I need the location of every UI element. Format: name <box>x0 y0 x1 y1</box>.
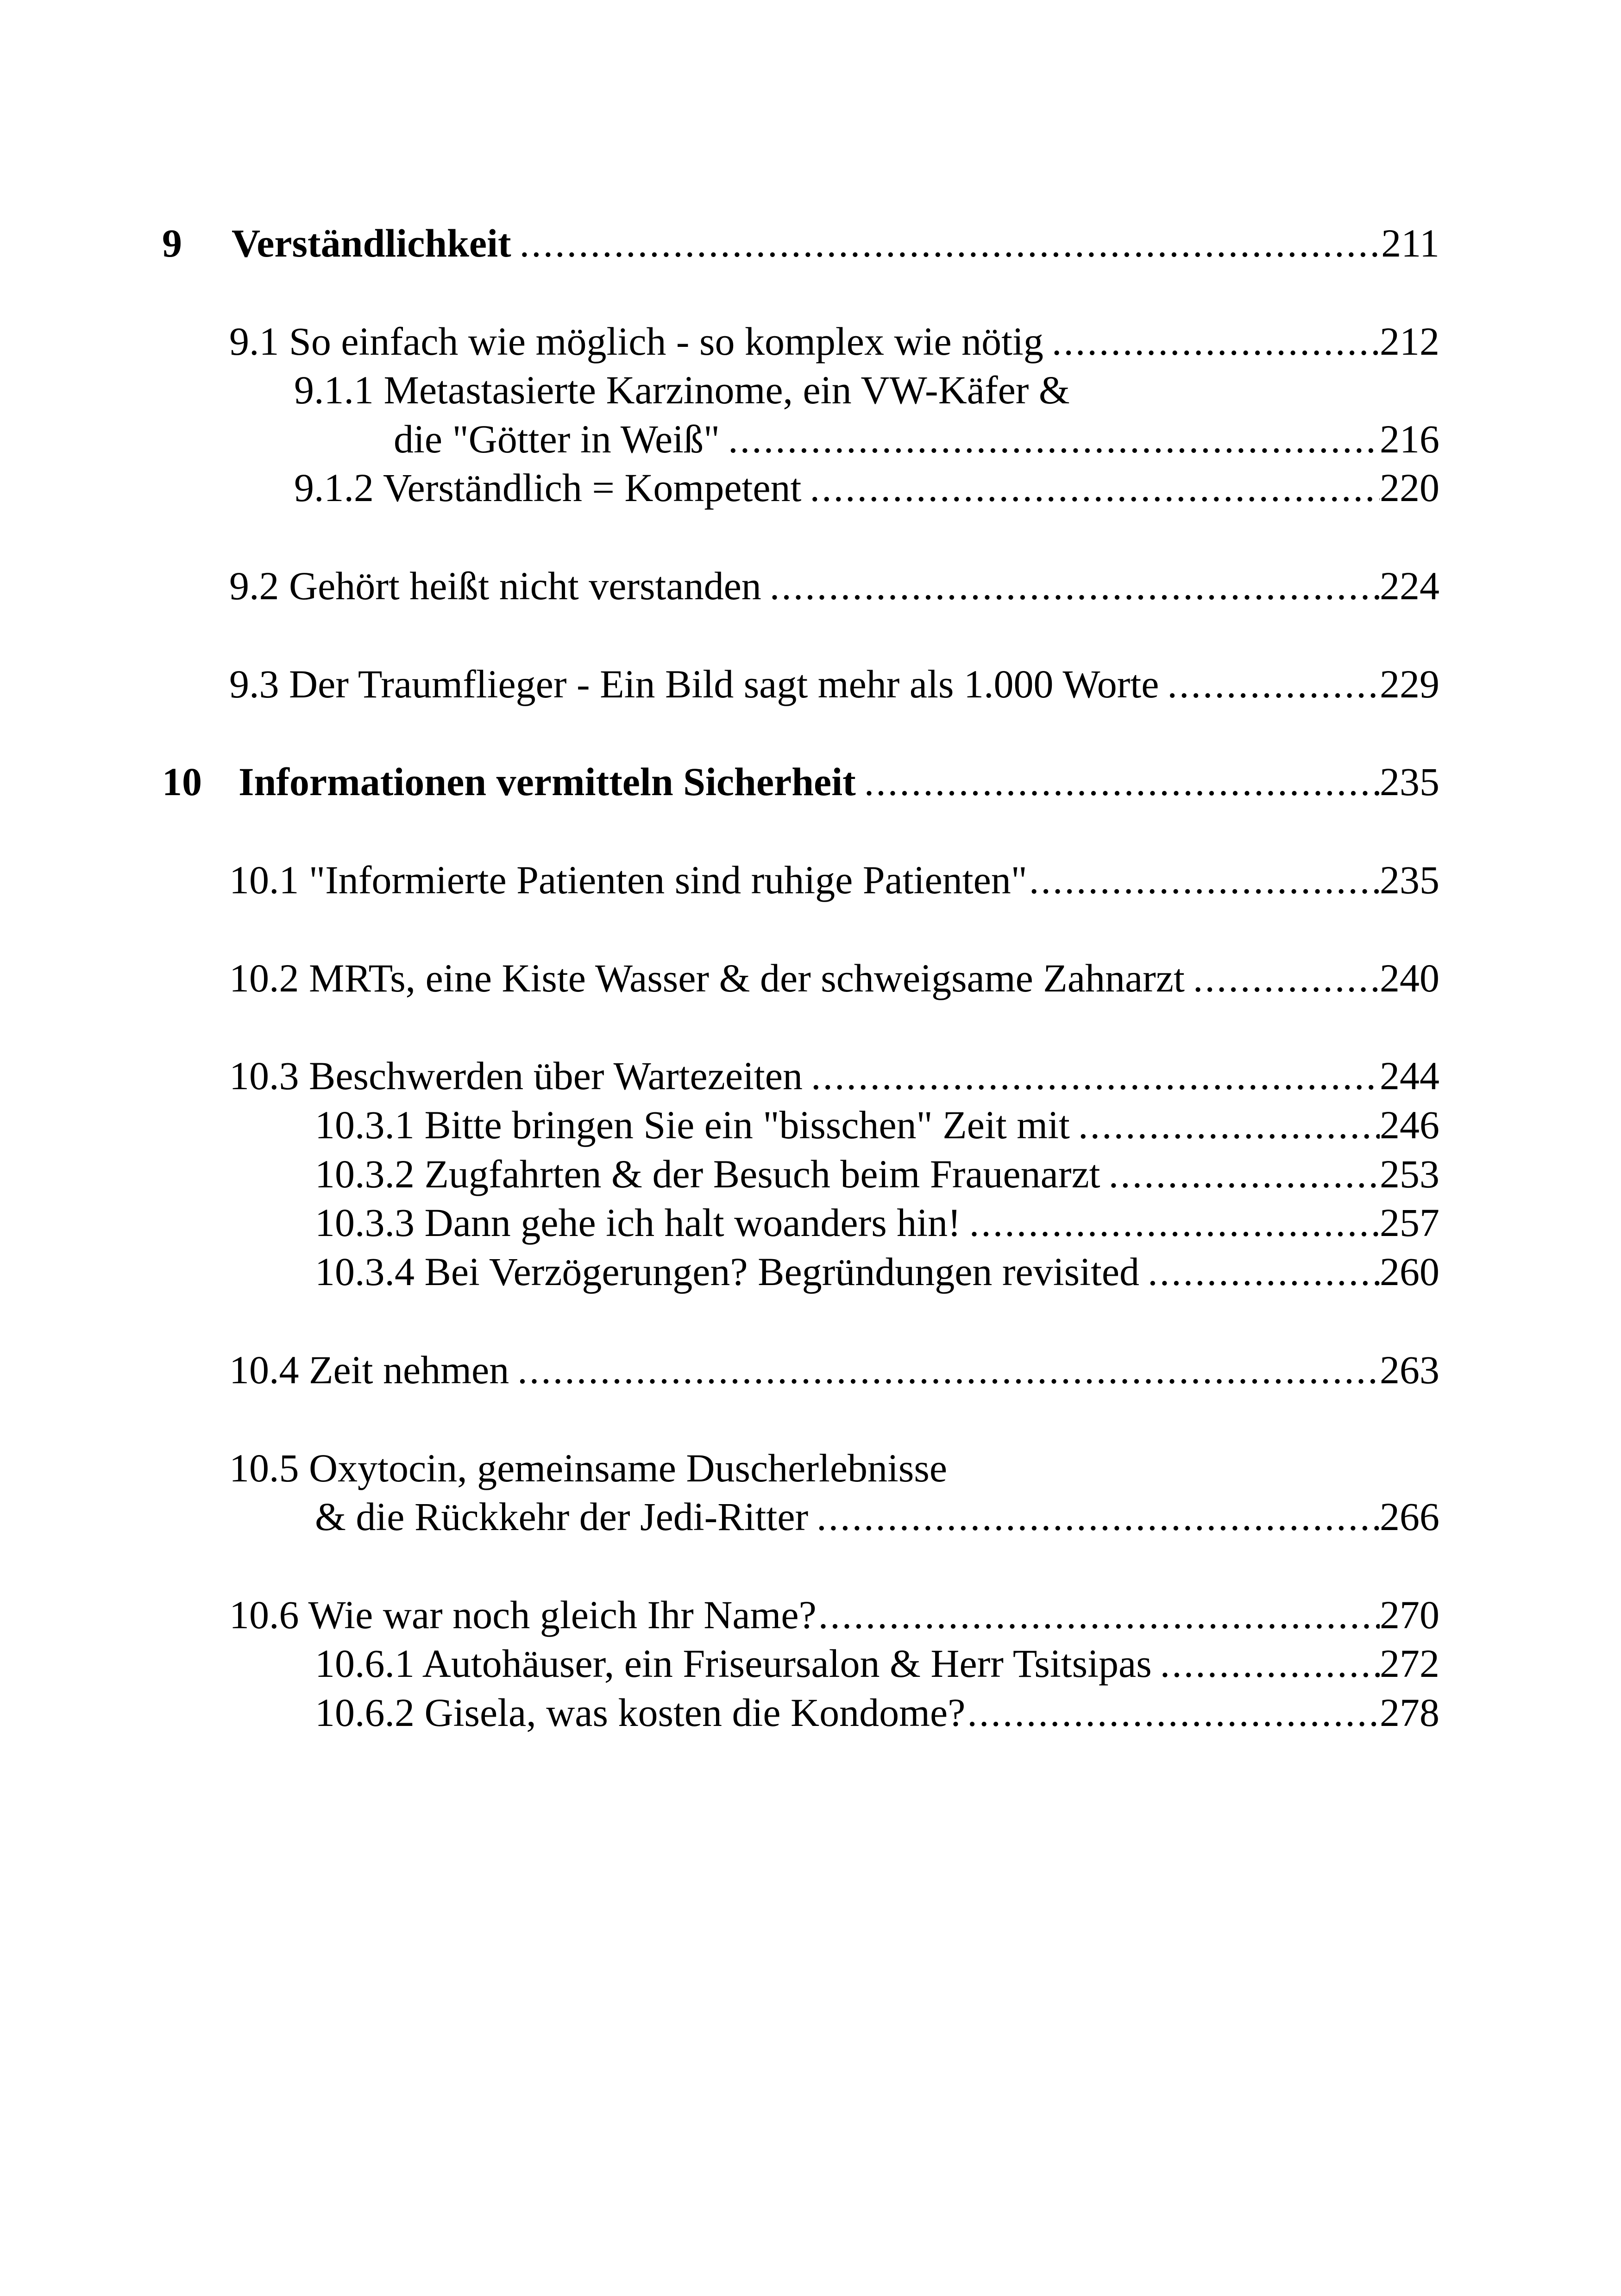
toc-entry-10-1[interactable] <box>229 854 1439 905</box>
page-number: 263 <box>1380 1348 1439 1392</box>
dot-leader <box>728 414 1380 464</box>
page-number: 278 <box>1380 1690 1439 1735</box>
toc-chapter-10[interactable] <box>162 756 1439 807</box>
page-number: 229 <box>1380 662 1439 706</box>
toc-entry-10-6-1[interactable] <box>315 1638 1439 1689</box>
toc-entry-10-3-3[interactable] <box>315 1197 1439 1248</box>
toc-entry-9-1-1[interactable] <box>394 414 1439 464</box>
page-number: 220 <box>1380 465 1439 510</box>
dot-leader <box>967 1687 1380 1738</box>
entry-title: 10.6.1 Autohäuser, ein Friseursalon & Herr Tsitsipas <box>315 1641 1152 1686</box>
toc-entry-10-3[interactable] <box>229 1050 1439 1101</box>
toc-entry-10-6[interactable] <box>229 1589 1439 1640</box>
dot-leader <box>1029 854 1380 905</box>
dot-leader <box>817 1491 1380 1542</box>
toc-entry-10-3-1[interactable] <box>315 1099 1439 1150</box>
chapter-title: Informationen vermitteln Sicherheit <box>239 759 856 804</box>
dot-leader <box>864 756 1380 807</box>
toc-entry-10-5-line1[interactable] <box>229 1443 947 1493</box>
toc-entry-9-2[interactable] <box>229 560 1439 611</box>
entry-title: 9.3 Der Traumflieger - Ein Bild sagt mehr als 1.000 Worte <box>229 662 1159 706</box>
entry-title: 10.3.1 Bitte bringen Sie ein "bisschen" Zeit mit <box>315 1103 1070 1147</box>
dot-leader <box>1052 316 1380 367</box>
dot-leader <box>1148 1246 1380 1297</box>
entry-title: 10.3.4 Bei Verzögerungen? Begründungen revisited <box>315 1249 1140 1294</box>
entry-title: 10.6.2 Gisela, was kosten die Kondome? <box>315 1690 966 1735</box>
entry-title: 10.6 Wie war noch gleich Ihr Name? <box>229 1593 817 1637</box>
dot-leader <box>770 560 1380 611</box>
page-number: 216 <box>1380 417 1439 461</box>
toc-entry-10-6-2[interactable] <box>315 1687 1439 1738</box>
page-number: 212 <box>1380 319 1439 364</box>
chapter-title: Verständlichkeit <box>232 221 511 265</box>
entry-title: 10.1 "Informierte Patienten sind ruhige Patienten" <box>229 858 1027 902</box>
page-number: 240 <box>1380 956 1439 1000</box>
entry-title: 10.3.3 Dann gehe ich halt woanders hin! <box>315 1200 961 1245</box>
chapter-number: 9 <box>162 221 182 265</box>
page-number: 235 <box>1380 759 1439 804</box>
entry-title: 10.3 Beschwerden über Wartezeiten <box>229 1054 803 1098</box>
toc-entry-10-3-4[interactable] <box>315 1246 1439 1297</box>
toc-entry-10-3-2[interactable] <box>315 1148 1439 1199</box>
entry-title: & die Rückkehr der Jedi-Ritter <box>315 1494 809 1539</box>
entry-title: 10.2 MRTs, eine Kiste Wasser & der schweigsame Zahnarzt <box>229 956 1185 1000</box>
entry-title: 9.1.2 Verständlich = Kompetent <box>294 465 802 510</box>
chapter-number: 10 <box>162 759 202 804</box>
dot-leader <box>520 218 1382 269</box>
page-number: 266 <box>1380 1494 1439 1539</box>
entry-title: 9.1 So einfach wie möglich - so komplex wie nötig <box>229 319 1043 364</box>
dot-leader <box>818 1589 1380 1640</box>
entry-title: die "Götter in Weiß" <box>394 417 720 461</box>
toc-chapter-9[interactable] <box>162 218 1439 269</box>
page-number: 246 <box>1380 1103 1439 1147</box>
dot-leader <box>969 1197 1380 1248</box>
dot-leader <box>1193 953 1380 1004</box>
toc-entry-10-2[interactable] <box>229 953 1439 1004</box>
entry-title: 10.4 Zeit nehmen <box>229 1348 509 1392</box>
page-number: 244 <box>1380 1054 1439 1098</box>
dot-leader <box>517 1344 1380 1395</box>
dot-leader <box>1078 1099 1380 1150</box>
entry-title: 10.3.2 Zugfahrten & der Besuch beim Frauenarzt <box>315 1152 1100 1196</box>
dot-leader <box>1109 1148 1380 1199</box>
page-number: 270 <box>1380 1593 1439 1637</box>
dot-leader <box>811 1050 1380 1101</box>
toc-entry-10-5[interactable] <box>315 1491 1439 1542</box>
page-number: 260 <box>1380 1249 1439 1294</box>
page-number: 257 <box>1380 1200 1439 1245</box>
entry-title: 10.5 Oxytocin, gemeinsame Duscherlebnisse <box>229 1446 948 1490</box>
toc-entry-9-3[interactable] <box>229 659 1439 709</box>
toc-entry-9-1-1-line1[interactable] <box>294 364 1070 415</box>
entry-title: 9.2 Gehört heißt nicht verstanden <box>229 564 761 608</box>
page-number: 235 <box>1380 858 1439 902</box>
page-number: 253 <box>1380 1152 1439 1196</box>
entry-title: 9.1.1 Metastasierte Karzinome, ein VW-Käfer & <box>294 368 1070 412</box>
toc-entry-9-1-2[interactable] <box>294 462 1439 513</box>
dot-leader <box>810 462 1380 513</box>
page-number: 211 <box>1381 221 1439 265</box>
page-number: 272 <box>1380 1641 1439 1686</box>
dot-leader <box>1167 659 1380 709</box>
toc-entry-10-4[interactable] <box>229 1344 1439 1395</box>
dot-leader <box>1160 1638 1380 1689</box>
page-number: 224 <box>1380 564 1439 608</box>
toc-entry-9-1[interactable] <box>229 316 1439 367</box>
